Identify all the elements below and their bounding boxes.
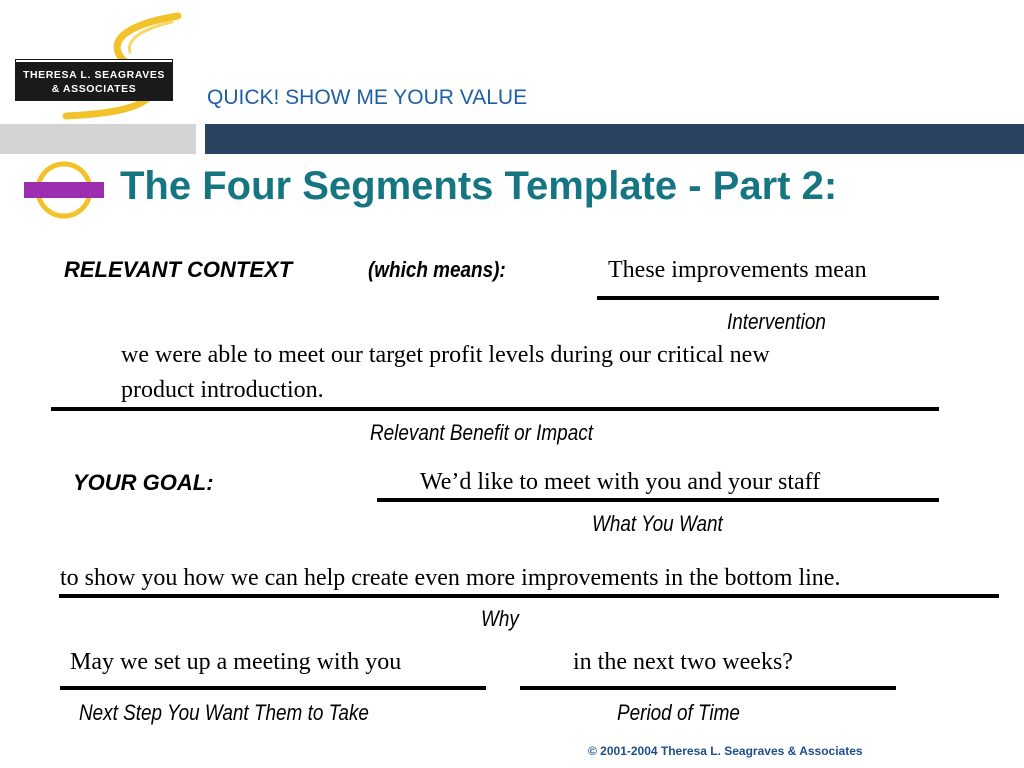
benefit-caption: Relevant Benefit or Impact bbox=[370, 420, 593, 445]
period-caption: Period of Time bbox=[617, 700, 740, 725]
header-band-gray bbox=[0, 124, 196, 154]
period-text: in the next two weeks? bbox=[573, 649, 793, 675]
benefit-text-line-1: we were able to meet our target profit levels during our critical new bbox=[121, 342, 770, 368]
slide-title: The Four Segments Template - Part 2: bbox=[120, 164, 838, 208]
relevant-context-qualifier: (which means): bbox=[368, 257, 506, 282]
next-step-caption: Next Step You Want Them to Take bbox=[79, 700, 369, 725]
intervention-text: These improvements mean bbox=[608, 257, 867, 283]
benefit-text-line-2: product introduction. bbox=[121, 377, 324, 403]
benefit-rule bbox=[51, 407, 939, 411]
intervention-rule bbox=[597, 296, 939, 300]
copyright-footer: © 2001-2004 Theresa L. Seagraves & Associates bbox=[588, 744, 863, 758]
want-rule bbox=[377, 498, 939, 502]
relevant-context-label: RELEVANT CONTEXT bbox=[64, 257, 293, 282]
next-step-rule bbox=[60, 686, 486, 690]
want-caption: What You Want bbox=[592, 511, 723, 536]
your-goal-label: YOUR GOAL: bbox=[73, 470, 214, 495]
want-text: We’d like to meet with you and your staff bbox=[420, 469, 821, 495]
why-caption: Why bbox=[481, 606, 519, 631]
why-rule bbox=[59, 594, 999, 598]
ring-bar-bullet-icon bbox=[22, 160, 106, 222]
header-band-blue bbox=[205, 124, 1024, 154]
logo-line-1: THERESA L. SEAGRAVES bbox=[22, 69, 166, 81]
company-logo bbox=[16, 60, 172, 100]
intervention-caption: Intervention bbox=[727, 309, 826, 334]
why-text: to show you how we can help create even more improvements in the bottom line. bbox=[60, 565, 841, 591]
presentation-subtitle: QUICK! SHOW ME YOUR VALUE bbox=[207, 86, 528, 109]
period-rule bbox=[520, 686, 896, 690]
next-step-text: May we set up a meeting with you bbox=[70, 649, 402, 675]
logo-line-2: & ASSOCIATES bbox=[51, 83, 137, 95]
